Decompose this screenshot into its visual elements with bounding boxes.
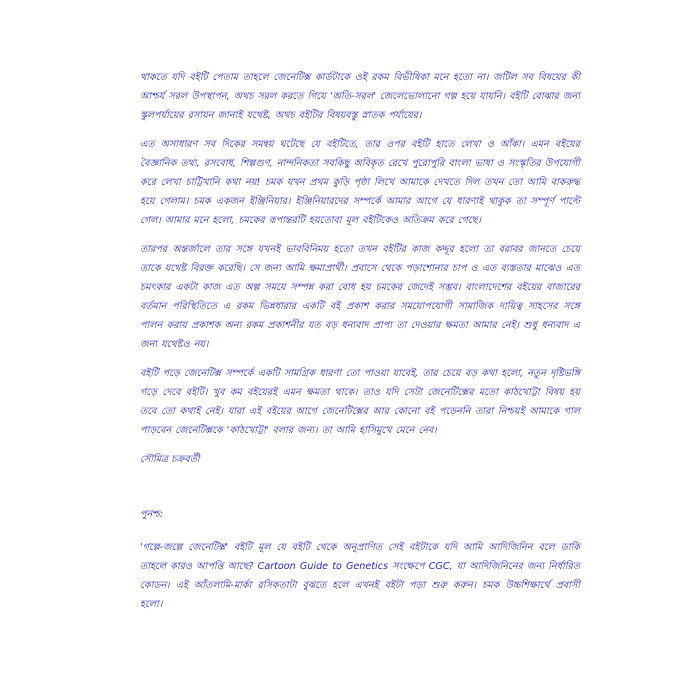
paragraph-2: এত অসাধারণ সব দিকের সমন্বয় ঘটেছে যে বইটিতে, তার ওপর বইটি হাতে লেখা ও আঁকা। এমন বইয়ের বৈজ্ঞানিক তথ্য, রসবোধ, শিল্পগুণ, নান্দনিকতা সবকিছু অবিকৃত রেখে পুরোপুরি বাংলা ভাষা ও সংস্কৃতির উপযোগী করে লেখা চাট্টিখানি কথা নয়! চমক যখন প্রথম কুড়ি পৃষ্ঠা লিখে আমাকে দেখতে দিল তখন তো আমি বাকরুদ্ধ হয়ে গেলাম। চমক একজন ইঞ্জিনিয়ার। ইঞ্জিনিয়ারদের সম্পর্কে আমার আগে যে ধারণাই থাকুক তা সম্পূর্ণ পাল্টে গেল। আমার মনে হলো, চমকের রূপান্তরটি হয়তোবা মূল বইটিকেও অতিক্রম করে গেছে। — [140, 139, 580, 226]
postscript-label: পুনশ্চ: — [140, 509, 164, 520]
postscript-text: 'গল্পে-জল্পে জেনেটিক্স' বইটি মূল যে বইটি থেকে অনূপ্রাণিত সেই বইটাকে যদি আমি আদিজিনিন বলে ডাকি তাহলে কারও আপত্তি আছে? Cartoon Guide to Genetics সংক্ষেপে CGC, যা আদিজিনিনের জন্য নির্ধারিত কোডন। এই আঁতলামি-মার্কা রসিকতাটা বুঝতে হলে এখনই বইটা পড়া শুরু করুন। চমক উচ্চশিক্ষার্থে প্রবাসী হলো। — [140, 542, 580, 610]
author-signature: সৌমিত্র চক্রবর্তী — [140, 454, 200, 465]
paragraph-1: থাকতে যদি বইটি পেতাম তাহলে জেনেটিক্স কার্ডটাকে ওই রকম বিভীষিকা মনে হতো না। জটিল সব বিষয়ের কী আশ্চর্য সরল উপস্থাপন, অথচ সরল করতে গিয়ে 'অতি-সরল' জেলেভোলানো গল্প হয়ে যায়নি। বইটি বোঝার জন্য স্কুলপর্যায়ের রসায়ন জানাই যথেষ্ট, অথচ বইটির বিষয়বস্তু স্নাতক পর্যায়ের। — [140, 72, 580, 121]
paragraph-3: তারপর অন্তর্জালে তার সঙ্গে যখনই ভাববিনিময় হতো তখন বইটির কাজ কদ্দূর হলো তা বরাবর জানতে চেয়ে তাকে যথেষ্ট বিরক্ত করেছি। সে জন্য আমি ক্ষমাপ্রার্থী। প্রবাসে থেকে পড়াশোনার চাপ ও এত ব্যস্ততার মাঝেও এত চমৎকার একটা কাজ এত অল্প সময়ে সম্পন্ন করা বোধ হয় চমকের জেদেই সম্ভব। বাংলাদেশের বইয়ের বাজারের বর্তমান পরিস্থিতিতে এ রকম ভিন্নধারার একটি বই প্রকাশ করার সময়োপযোগী সামাজিক দায়িত্ব সাহসের সঙ্গে পালন করায় প্রকাশক অন্য রকম প্রকাশনীর যত বড় ধন্যবাদ প্রাপ্য তা দেওয়ার ক্ষমতা আমার নেই। শুধু ধন্যবাদ এ জন্য যথেষ্টও নয়। — [140, 244, 580, 350]
paragraph-4: বইটি পড়ে জেনেটিক্স সম্পর্কে একটি সামগ্রিক ধারণা তো পাওয়া যাবেই, তার চেয়ে বড় কথা হলো, নতুন দৃষ্টিভঙ্গি গড়ে দেবে বইটি। খুব কম বইয়েরই এমন ক্ষমতা থাকে। তাও যদি সেটা জেনেটিক্সের মতো কাঠখোট্টা বিষয় হয় তবে তো কথাই নেই। যারা এই বইয়ের আগে জেনেটিক্সের আর কোনো বই পড়েননি তারা নিশ্চয়ই আমাকে গাল পাড়বেন জেনেটিক্সকে 'কাঠখোট্টা' বলার জন্য। তা আমি হাসিমুখে মেনে নেব। — [140, 368, 580, 436]
body-text — [140, 68, 580, 469]
postscript-block — [140, 538, 580, 614]
